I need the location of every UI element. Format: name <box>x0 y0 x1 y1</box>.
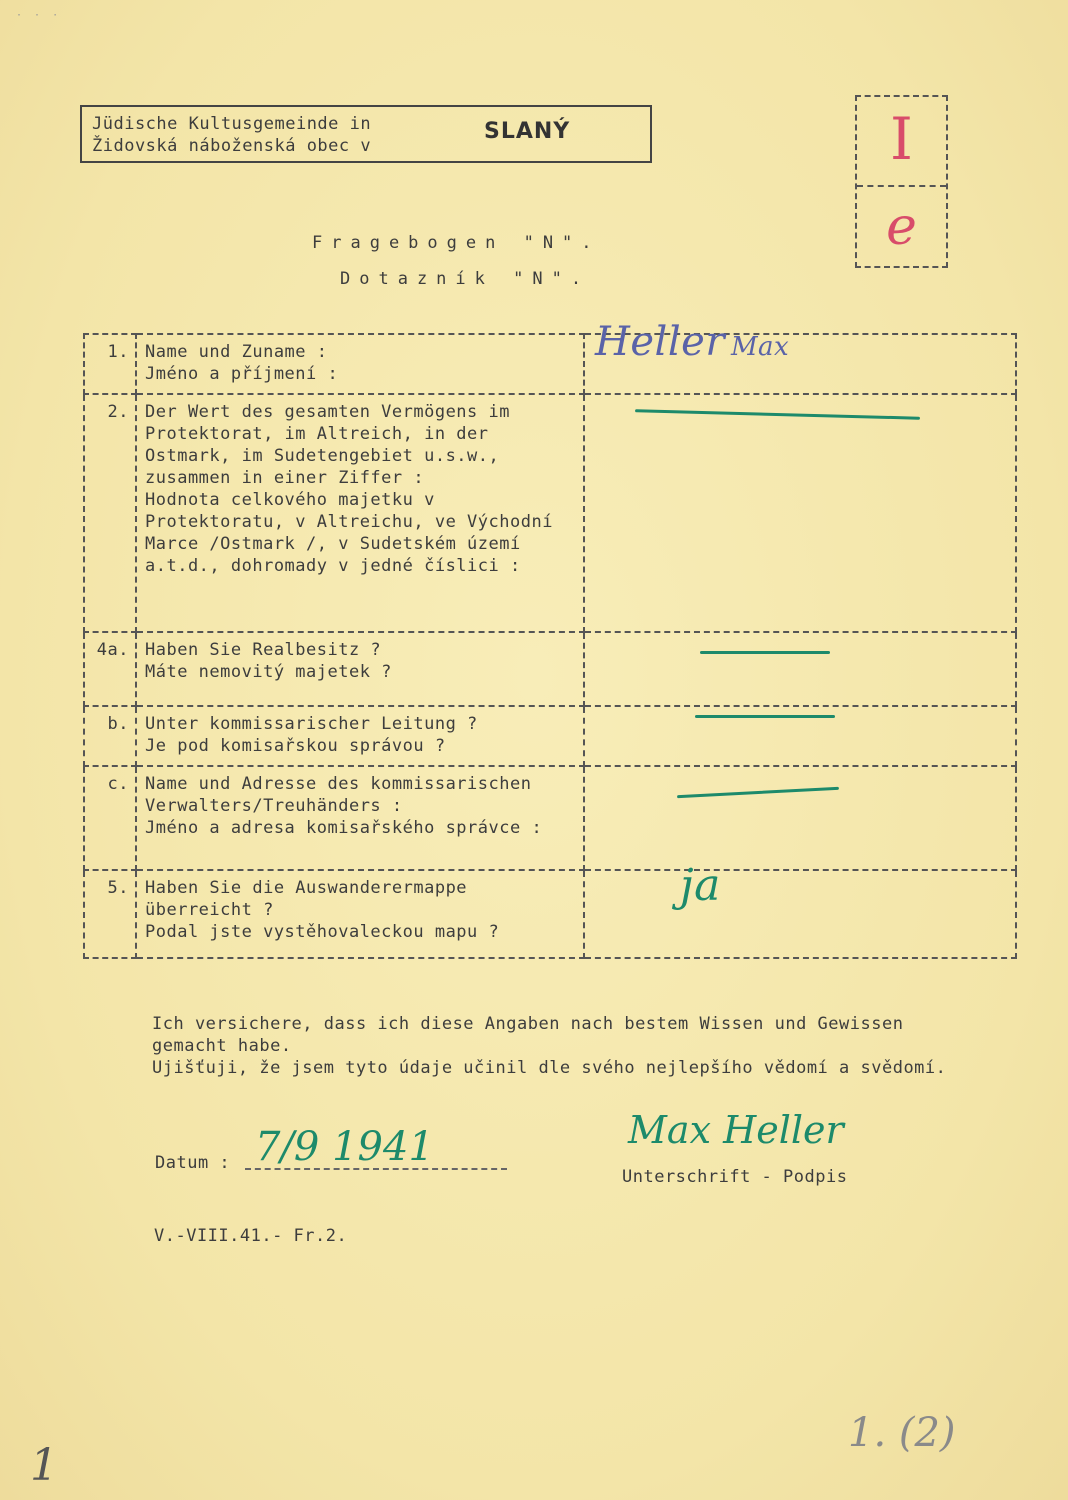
question-number: b. <box>84 706 136 766</box>
question-text <box>136 766 584 870</box>
classification-box <box>855 95 948 268</box>
answer-cell <box>584 319 1016 394</box>
stamp-town: SLANÝ <box>484 119 571 144</box>
answer-cell <box>584 706 1016 766</box>
question-text <box>136 394 584 632</box>
title-czech: Dotazník "N". <box>340 269 591 289</box>
declaration-czech: Ujišťuji, že jsem tyto údaje učinil dle svého nejlepšího vědomí a svědomí. <box>152 1058 947 1078</box>
stamp-line-german: Jüdische Kultusgemeinde in <box>92 114 372 134</box>
question-number: 5. <box>84 870 136 958</box>
answer-dash <box>695 715 835 718</box>
question-text-german: Name und Adresse des kommissarischen Verwalters/Treuhänders : <box>145 774 532 816</box>
stamp-line-czech: Židovská náboženská obec v <box>92 136 372 156</box>
question-text-german: Der Wert des gesamten Vermögens im Protektorat, im Altreich, in der Ostmark, im Sudetengebiet u.s.w., zusammen in einer Ziffer : <box>145 402 510 488</box>
question-text-german: Name und Zuname : <box>145 342 328 362</box>
question-text-czech: Podal jste vystěhovaleckou mapu ? <box>145 922 500 942</box>
question-text-czech: Je pod komisařskou správou ? <box>145 736 446 756</box>
answer-dash <box>677 787 839 798</box>
title-german: Fragebogen "N". <box>312 233 601 253</box>
question-text-german: Haben Sie Realbesitz ? <box>145 640 382 660</box>
signature-label: Unterschrift - Podpis <box>622 1167 848 1187</box>
question-number: 1. <box>84 334 136 394</box>
question-text <box>136 706 584 766</box>
question-row <box>84 706 1016 766</box>
community-stamp <box>80 105 652 163</box>
answer-surname: Heller <box>595 319 725 365</box>
answer-cell <box>584 766 1016 870</box>
question-number: 4a. <box>84 632 136 706</box>
question-text-czech: Hodnota celkového majetku v Protektoratu, v Altreichu, ve Východní Marce /Ostmark /, v Sudetském území a.t.d., dohromady v jedné číslici : <box>145 490 553 576</box>
question-row <box>84 394 1016 632</box>
question-text <box>136 632 584 706</box>
answer-cell <box>584 860 1016 958</box>
question-number: 2. <box>84 394 136 632</box>
classification-divider <box>857 185 946 187</box>
question-text-czech: Jméno a adresa komisařského správce : <box>145 818 543 838</box>
question-text <box>136 334 584 394</box>
question-text <box>136 870 584 958</box>
question-row <box>84 632 1016 706</box>
questionnaire-table <box>83 319 1017 959</box>
archive-number: 1. (2) <box>848 1410 956 1456</box>
question-row <box>84 870 1016 958</box>
question-text-german: Haben Sie die Auswanderermappe überreicht ? <box>145 878 468 920</box>
classification-lower: e <box>886 197 917 257</box>
form-code: V.-VIII.41.- Fr.2. <box>154 1226 348 1246</box>
answer-firstname: Max <box>730 332 790 362</box>
declaration-german: Ich versichere, dass ich diese Angaben nach bestem Wissen und Gewissen gemacht habe. <box>152 1014 904 1056</box>
question-row <box>84 766 1016 870</box>
question-text-german: Unter kommissarischer Leitung ? <box>145 714 478 734</box>
question-number: c. <box>84 766 136 870</box>
answer-cell <box>584 394 1016 632</box>
question-text-czech: Máte nemovitý majetek ? <box>145 662 392 682</box>
answer-name <box>595 319 790 365</box>
classification-upper: I <box>890 105 913 173</box>
question-row <box>84 334 1016 394</box>
date-label: Datum : <box>155 1153 231 1173</box>
question-text-czech: Jméno a příjmení : <box>145 364 339 384</box>
answer-dash <box>700 651 830 654</box>
page-number: 1 <box>30 1440 58 1491</box>
date-value: 7/9 1941 <box>255 1124 434 1170</box>
answer-dash <box>635 409 920 419</box>
signature: Max Heller <box>628 1108 844 1152</box>
date-line <box>245 1168 507 1170</box>
answer-ja: ja <box>680 860 721 911</box>
corner-mark: · · · <box>16 10 62 21</box>
declaration <box>152 1013 982 1079</box>
answer-cell <box>584 632 1016 706</box>
